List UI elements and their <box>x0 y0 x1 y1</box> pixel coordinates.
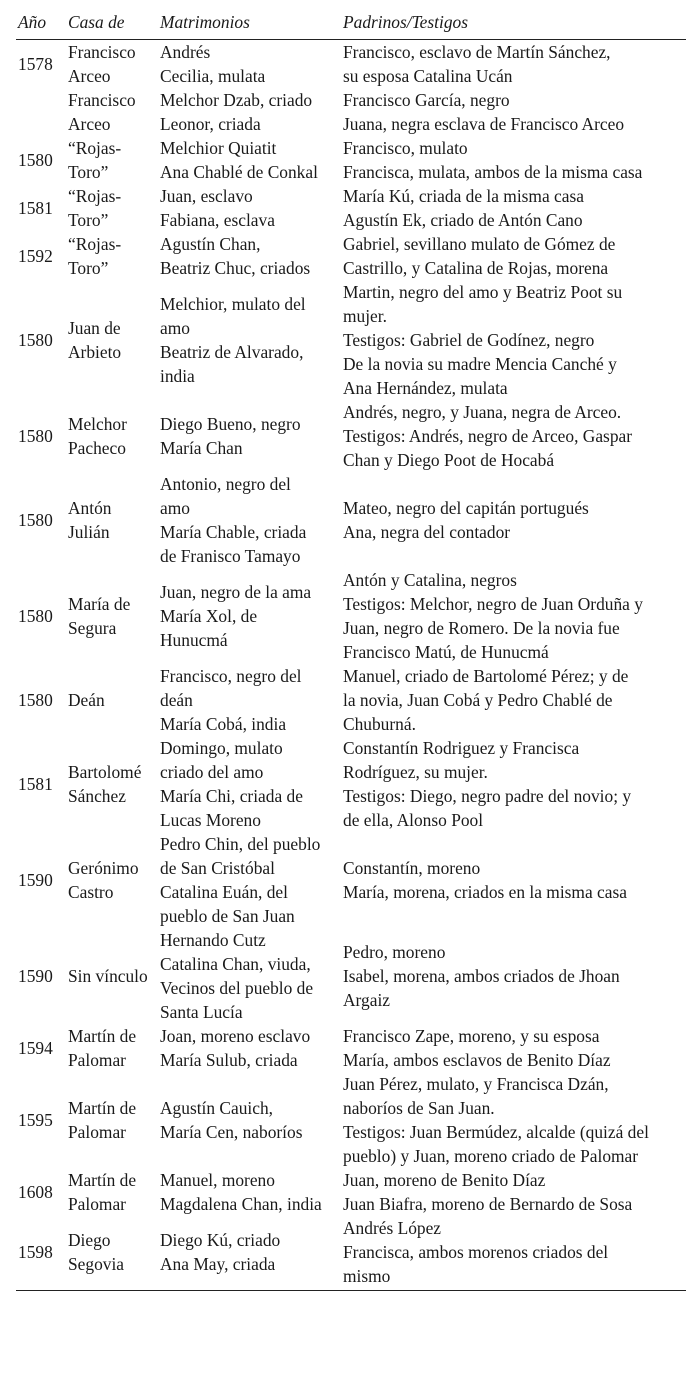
cell-casa <box>66 832 158 928</box>
cell-year: 1608 <box>18 1182 53 1202</box>
cell-casa-line: Francisco <box>68 42 136 62</box>
cell-casa-line: Martín de <box>68 1098 137 1118</box>
cell-casa <box>66 280 158 400</box>
table-row <box>16 232 686 280</box>
cell-matrimonios-line: amo <box>160 498 190 518</box>
cell-casa <box>66 568 158 664</box>
cell-padrinos-line: De la novia su madre Mencia Canché y <box>343 354 617 374</box>
table-row <box>16 1216 686 1291</box>
table-row <box>16 568 686 664</box>
table-row <box>16 184 686 232</box>
cell-padrinos-line: mismo <box>343 1266 391 1286</box>
cell-matrimonios <box>158 832 341 928</box>
cell-casa-line: “Rojas- <box>68 186 122 206</box>
cell-matrimonios-line: María Cen, naboríos <box>160 1122 303 1142</box>
table-row <box>16 1168 686 1216</box>
cell-matrimonios-line: Hunucmá <box>160 630 228 650</box>
cell-year: 1581 <box>18 198 53 218</box>
cell-padrinos <box>341 664 686 736</box>
cell-padrinos-line: Testigos: Gabriel de Godínez, negro <box>343 330 595 350</box>
cell-padrinos-line: Juan, moreno de Benito Díaz <box>343 1170 546 1190</box>
cell-matrimonios-line: Fabiana, esclava <box>160 210 275 230</box>
cell-matrimonios <box>158 232 341 280</box>
cell-matrimonios-line: Cecilia, mulata <box>160 66 266 86</box>
cell-casa-line: Toro” <box>68 210 109 230</box>
cell-casa-line: Palomar <box>68 1194 126 1214</box>
cell-matrimonios-line: Andrés <box>160 42 211 62</box>
cell-matrimonios-line: de San Cristóbal <box>160 858 275 878</box>
cell-casa-line: Julián <box>68 522 110 542</box>
cell-year: 1594 <box>18 1038 53 1058</box>
cell-padrinos-line: Pedro, moreno <box>343 942 446 962</box>
cell-matrimonios-line: Melchor Dzab, criado <box>160 90 313 110</box>
cell-casa-line: “Rojas- <box>68 234 122 254</box>
cell-casa <box>66 184 158 232</box>
cell-matrimonios <box>158 136 341 184</box>
cell-matrimonios-line: Santa Lucía <box>160 1002 243 1022</box>
cell-padrinos-line: Ana, negra del contador <box>343 522 511 542</box>
cell-casa-line: Martín de <box>68 1170 137 1190</box>
cell-casa <box>66 1168 158 1216</box>
cell-casa-line: “Rojas- <box>68 138 122 158</box>
cell-casa-line: Castro <box>68 882 114 902</box>
cell-padrinos <box>341 568 686 664</box>
cell-matrimonios-line: Agustín Chan, <box>160 234 261 254</box>
cell-casa <box>66 472 158 568</box>
cell-padrinos-line: Constantín, moreno <box>343 858 481 878</box>
table-row <box>16 832 686 928</box>
cell-year: 1580 <box>18 606 53 626</box>
table-row <box>16 400 686 472</box>
cell-padrinos-line: Andrés López <box>343 1218 442 1238</box>
cell-casa <box>66 1024 158 1072</box>
cell-padrinos-line: Francisco, esclavo de Martín Sánchez, <box>343 42 611 62</box>
cell-casa-line: Arceo <box>68 114 111 134</box>
cell-matrimonios <box>158 88 341 136</box>
cell-casa-line: Francisco <box>68 90 136 110</box>
cell-matrimonios-line: Ana May, criada <box>160 1254 276 1274</box>
cell-padrinos-line: Testigos: Diego, negro padre del novio; y <box>343 786 632 806</box>
cell-matrimonios-line: Hernando Cutz <box>160 930 266 950</box>
cell-padrinos-line: Juan, negro de Romero. De la novia fue <box>343 618 620 638</box>
table-row <box>16 280 686 400</box>
cell-matrimonios-line: Catalina Euán, del <box>160 882 288 902</box>
cell-casa-line: Palomar <box>68 1050 126 1070</box>
cell-year: 1580 <box>18 150 53 170</box>
cell-year: 1580 <box>18 690 53 710</box>
cell-padrinos-line: Francisco García, negro <box>343 90 510 110</box>
cell-casa-line: Toro” <box>68 162 109 182</box>
cell-matrimonios <box>158 472 341 568</box>
cell-year: 1580 <box>18 330 53 350</box>
cell-padrinos-line: Juan Pérez, mulato, y Francisca Dzán, <box>343 1074 609 1094</box>
table-row <box>16 40 686 89</box>
cell-padrinos-line: mujer. <box>343 306 387 326</box>
cell-matrimonios-line: Antonio, negro del <box>160 474 291 494</box>
cell-padrinos-line: María, ambos esclavos de Benito Díaz <box>343 1050 611 1070</box>
cell-matrimonios-line: Francisco, negro del <box>160 666 302 686</box>
cell-padrinos <box>341 136 686 184</box>
cell-casa-line: Gerónimo <box>68 858 139 878</box>
table-row <box>16 1024 686 1072</box>
table-row <box>16 472 686 568</box>
cell-padrinos-line: Rodríguez, su mujer. <box>343 762 488 782</box>
cell-matrimonios-line: Pedro Chin, del pueblo <box>160 834 321 854</box>
table-row <box>16 136 686 184</box>
cell-padrinos-line: Francisca, mulata, ambos de la misma casa <box>343 162 643 182</box>
cell-casa-line: Melchor <box>68 414 127 434</box>
header-row <box>16 0 686 40</box>
cell-padrinos-line: Francisco Zape, moreno, y su esposa <box>343 1026 600 1046</box>
cell-casa-line: Diego <box>68 1230 111 1250</box>
cell-casa <box>66 736 158 832</box>
cell-year: 1580 <box>18 510 53 530</box>
cell-matrimonios-line: de Franisco Tamayo <box>160 546 301 566</box>
cell-matrimonios-line: Juan, esclavo <box>160 186 253 206</box>
cell-casa-line: María de <box>68 594 131 614</box>
cell-padrinos-line: Ana Hernández, mulata <box>343 378 508 398</box>
table-row <box>16 736 686 832</box>
cell-padrinos-line: María, morena, criados en la misma casa <box>343 882 627 902</box>
cell-matrimonios-line: Beatriz Chuc, criados <box>160 258 311 278</box>
cell-matrimonios-line: María Sulub, criada <box>160 1050 298 1070</box>
cell-matrimonios-line: pueblo de San Juan <box>160 906 295 926</box>
cell-padrinos-line: pueblo) y Juan, moreno criado de Palomar <box>343 1146 639 1166</box>
cell-padrinos-line: Constantín Rodriguez y Francisca <box>343 738 580 758</box>
cell-padrinos-line: Chuburná. <box>343 714 416 734</box>
cell-padrinos-line: Argaiz <box>343 990 391 1010</box>
cell-casa <box>66 136 158 184</box>
cell-padrinos-line: Manuel, criado de Bartolomé Pérez; y de <box>343 666 629 686</box>
cell-matrimonios <box>158 1024 341 1072</box>
cell-padrinos <box>341 472 686 568</box>
table-row <box>16 928 686 1024</box>
cell-matrimonios-line: Lucas Moreno <box>160 810 261 830</box>
cell-casa-line: Arbieto <box>68 342 122 362</box>
cell-padrinos <box>341 928 686 1024</box>
cell-casa-line: Segura <box>68 618 117 638</box>
cell-casa-line: Juan de <box>68 318 121 338</box>
cell-year: 1592 <box>18 246 53 266</box>
cell-matrimonios-line: Diego Bueno, negro <box>160 414 301 434</box>
cell-year: 1578 <box>18 54 53 74</box>
cell-matrimonios-line: María Cobá, india <box>160 714 287 734</box>
cell-matrimonios <box>158 1168 341 1216</box>
cell-matrimonios-line: María Chan <box>160 438 243 458</box>
cell-padrinos-line: Testigos: Melchor, negro de Juan Orduña y <box>343 594 643 614</box>
document-page <box>16 0 686 1291</box>
cell-padrinos-line: Francisco Matú, de Hunucmá <box>343 642 549 662</box>
table-row <box>16 664 686 736</box>
cell-year: 1598 <box>16 1216 66 1291</box>
cell-matrimonios <box>158 1216 341 1291</box>
cell-padrinos-line: Francisca, ambos morenos criados del <box>343 1242 609 1262</box>
cell-padrinos <box>341 832 686 928</box>
cell-padrinos <box>341 184 686 232</box>
cell-matrimonios-line: Ana Chablé de Conkal <box>160 162 318 182</box>
cell-matrimonios <box>158 280 341 400</box>
cell-casa-line: Antón <box>68 498 112 518</box>
cell-padrinos-line: Chan y Diego Poot de Hocabá <box>343 450 555 470</box>
cell-padrinos-line: de ella, Alonso Pool <box>343 810 484 830</box>
table-body <box>16 40 686 1291</box>
cell-matrimonios-line: Beatriz de Alvarado, <box>160 342 304 362</box>
cell-padrinos <box>341 1072 686 1168</box>
cell-casa-line: Deán <box>68 690 105 710</box>
cell-year: 1581 <box>18 774 53 794</box>
cell-matrimonios-line: María Chable, criada <box>160 522 307 542</box>
cell-padrinos-line: Juana, negra esclava de Francisco Arceo <box>343 114 625 134</box>
cell-casa-line: Palomar <box>68 1122 126 1142</box>
cell-padrinos <box>341 1024 686 1072</box>
header-padrinos: Padrinos/Testigos <box>341 0 686 40</box>
cell-year <box>16 88 66 136</box>
cell-padrinos <box>341 232 686 280</box>
cell-padrinos-line: Antón y Catalina, negros <box>343 570 517 590</box>
cell-matrimonios-line: Catalina Chan, viuda, <box>160 954 311 974</box>
cell-matrimonios-line: Diego Kú, criado <box>160 1230 281 1250</box>
cell-padrinos <box>341 1168 686 1216</box>
cell-padrinos-line: María Kú, criada de la misma casa <box>343 186 584 206</box>
cell-matrimonios-line: Agustín Cauich, <box>160 1098 274 1118</box>
cell-year: 1590 <box>18 870 53 890</box>
cell-matrimonios-line: india <box>160 366 195 386</box>
cell-matrimonios-line: Domingo, mulato <box>160 738 283 758</box>
cell-matrimonios-line: Juan, negro de la ama <box>160 582 312 602</box>
cell-casa-line: Martín de <box>68 1026 137 1046</box>
cell-matrimonios-line: Leonor, criada <box>160 114 261 134</box>
cell-year: 1580 <box>18 426 53 446</box>
cell-padrinos <box>341 40 686 89</box>
cell-matrimonios <box>158 1072 341 1168</box>
cell-casa-line: Bartolomé <box>68 762 142 782</box>
cell-padrinos-line: Mateo, negro del capitán portugués <box>343 498 589 518</box>
cell-matrimonios-line: María Xol, de <box>160 606 258 626</box>
cell-casa-line: Pacheco <box>68 438 126 458</box>
cell-matrimonios-line: Joan, moreno esclavo <box>160 1026 311 1046</box>
cell-casa <box>66 664 158 736</box>
cell-casa-line: Arceo <box>68 66 111 86</box>
cell-padrinos-line: Gabriel, sevillano mulato de Gómez de <box>343 234 616 254</box>
cell-matrimonios-line: Melchior Quiatit <box>160 138 277 158</box>
cell-padrinos-line: Martin, negro del amo y Beatriz Poot su <box>343 282 623 302</box>
cell-matrimonios-line: criado del amo <box>160 762 264 782</box>
cell-matrimonios-line: Magdalena Chan, india <box>160 1194 322 1214</box>
cell-casa-line: Sin vínculo <box>68 966 148 986</box>
table-row <box>16 88 686 136</box>
cell-padrinos-line: naboríos de San Juan. <box>343 1098 495 1118</box>
cell-padrinos-line: Testigos: Andrés, negro de Arceo, Gaspar <box>343 426 633 446</box>
cell-padrinos-line: Isabel, morena, ambos criados de Jhoan <box>343 966 620 986</box>
cell-padrinos-line: Testigos: Juan Bermúdez, alcalde (quizá del <box>343 1122 649 1142</box>
records-table <box>16 0 686 1291</box>
cell-padrinos-line: la novia, Juan Cobá y Pedro Chablé de <box>343 690 613 710</box>
cell-padrinos-line: Andrés, negro, y Juana, negra de Arceo. <box>343 402 622 422</box>
cell-casa <box>66 40 158 89</box>
cell-padrinos <box>341 400 686 472</box>
cell-casa <box>66 88 158 136</box>
cell-year: 1590 <box>18 966 53 986</box>
cell-casa-line: Toro” <box>68 258 109 278</box>
cell-casa <box>66 400 158 472</box>
header-matrimonios: Matrimonios <box>158 0 341 40</box>
cell-matrimonios-line: Manuel, moreno <box>160 1170 275 1190</box>
cell-casa <box>66 928 158 1024</box>
cell-padrinos <box>341 1216 686 1291</box>
header-casa: Casa de <box>66 0 158 40</box>
cell-matrimonios-line: deán <box>160 690 193 710</box>
cell-matrimonios-line: Melchior, mulato del <box>160 294 306 314</box>
cell-padrinos <box>341 736 686 832</box>
cell-padrinos-line: Agustín Ek, criado de Antón Cano <box>343 210 583 230</box>
cell-casa <box>66 232 158 280</box>
cell-matrimonios <box>158 664 341 736</box>
cell-matrimonios-line: María Chi, criada de <box>160 786 303 806</box>
table-row <box>16 1072 686 1168</box>
cell-matrimonios <box>158 928 341 1024</box>
cell-padrinos-line: su esposa Catalina Ucán <box>343 66 513 86</box>
cell-padrinos <box>341 280 686 400</box>
cell-casa <box>66 1216 158 1291</box>
cell-padrinos <box>341 88 686 136</box>
cell-casa-line: Segovia <box>68 1254 125 1274</box>
cell-matrimonios-line: amo <box>160 318 190 338</box>
cell-padrinos-line: Castrillo, y Catalina de Rojas, morena <box>343 258 609 278</box>
cell-matrimonios <box>158 184 341 232</box>
cell-matrimonios <box>158 736 341 832</box>
cell-matrimonios <box>158 40 341 89</box>
cell-matrimonios <box>158 400 341 472</box>
cell-padrinos-line: Juan Biafra, moreno de Bernardo de Sosa <box>343 1194 633 1214</box>
cell-padrinos-line: Francisco, mulato <box>343 138 468 158</box>
cell-year: 1595 <box>18 1110 53 1130</box>
cell-casa-line: Sánchez <box>68 786 126 806</box>
cell-matrimonios-line: Vecinos del pueblo de <box>160 978 314 998</box>
cell-matrimonios <box>158 568 341 664</box>
header-year: Año <box>16 0 66 40</box>
cell-casa <box>66 1072 158 1168</box>
